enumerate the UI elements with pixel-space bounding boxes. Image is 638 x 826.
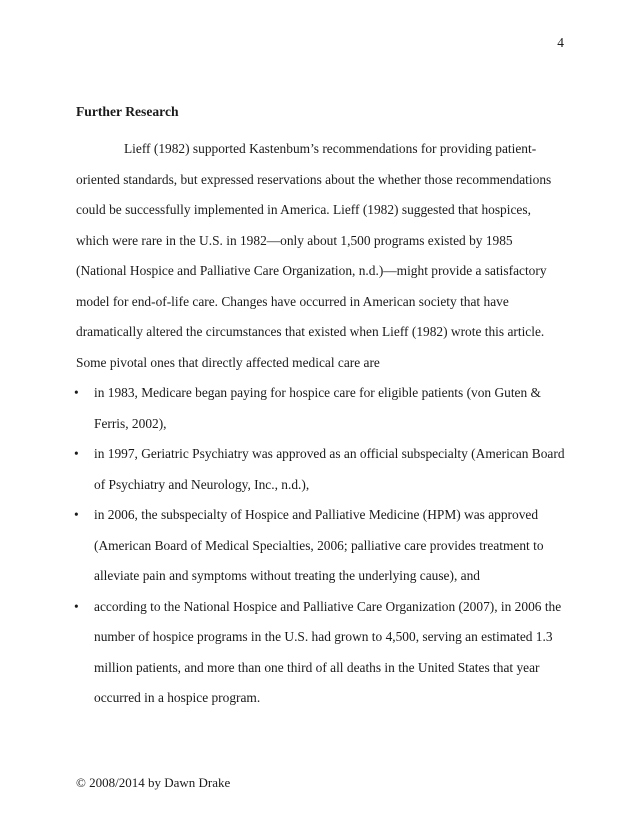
document-body xyxy=(76,134,566,714)
copyright-footer: © 2008/2014 by Dawn Drake xyxy=(76,775,231,790)
list-item xyxy=(76,439,566,500)
list-item-text: in 2006, the subspecialty of Hospice and Palliative Medicine (HPM) was approved (American Board of Medical Specialties, 2006; palliative care provides treatment to alleviate pain and symptoms without treating the underlying cause), and xyxy=(94,507,544,583)
list-item-text: according to the National Hospice and Palliative Care Organization (2007), in 2006 the number of hospice programs in the U.S. had grown to 4,500, serving an estimated 1.3 million patients, and more than one third of all deaths in the United States that year occurred in a hospice program. xyxy=(94,598,562,705)
bullet-marker: • xyxy=(74,507,79,522)
body-paragraph: Lieff (1982) supported Kastenbum’s recommendations for providing patient-oriented standards, but expressed reservations about the whether those recommendations could be successfully implemented in America. Lieff (1982) suggested that hospices, which were rare in the U.S. in 1982—only about 1,500 programs existed by 1985 (National Hospice and Palliative Care Organization, n.d.)—might provide a satisfactory model for end-of-life care. Changes have occurred in American society that have dramatically altered the circumstances that existed when Lieff (1982) wrote this article. Some pivotal ones that directly affected medical care are xyxy=(76,141,552,370)
page-number: 4 xyxy=(557,35,564,50)
bullet-marker: • xyxy=(74,598,79,614)
section-heading: Further Research xyxy=(76,104,179,119)
list-item xyxy=(76,500,566,592)
bullet-marker: • xyxy=(74,385,79,400)
bullet-list xyxy=(76,378,566,714)
list-item xyxy=(76,592,566,714)
list-item xyxy=(76,378,566,439)
list-item-text: in 1983, Medicare began paying for hospice care for eligible patients (von Guten & Ferris, 2002), xyxy=(94,385,541,431)
bullet-marker: • xyxy=(74,446,79,461)
list-item-text: in 1997, Geriatric Psychiatry was approved as an official subspecialty (American Board of Psychiatry and Neurology, Inc., n.d.), xyxy=(94,446,565,492)
